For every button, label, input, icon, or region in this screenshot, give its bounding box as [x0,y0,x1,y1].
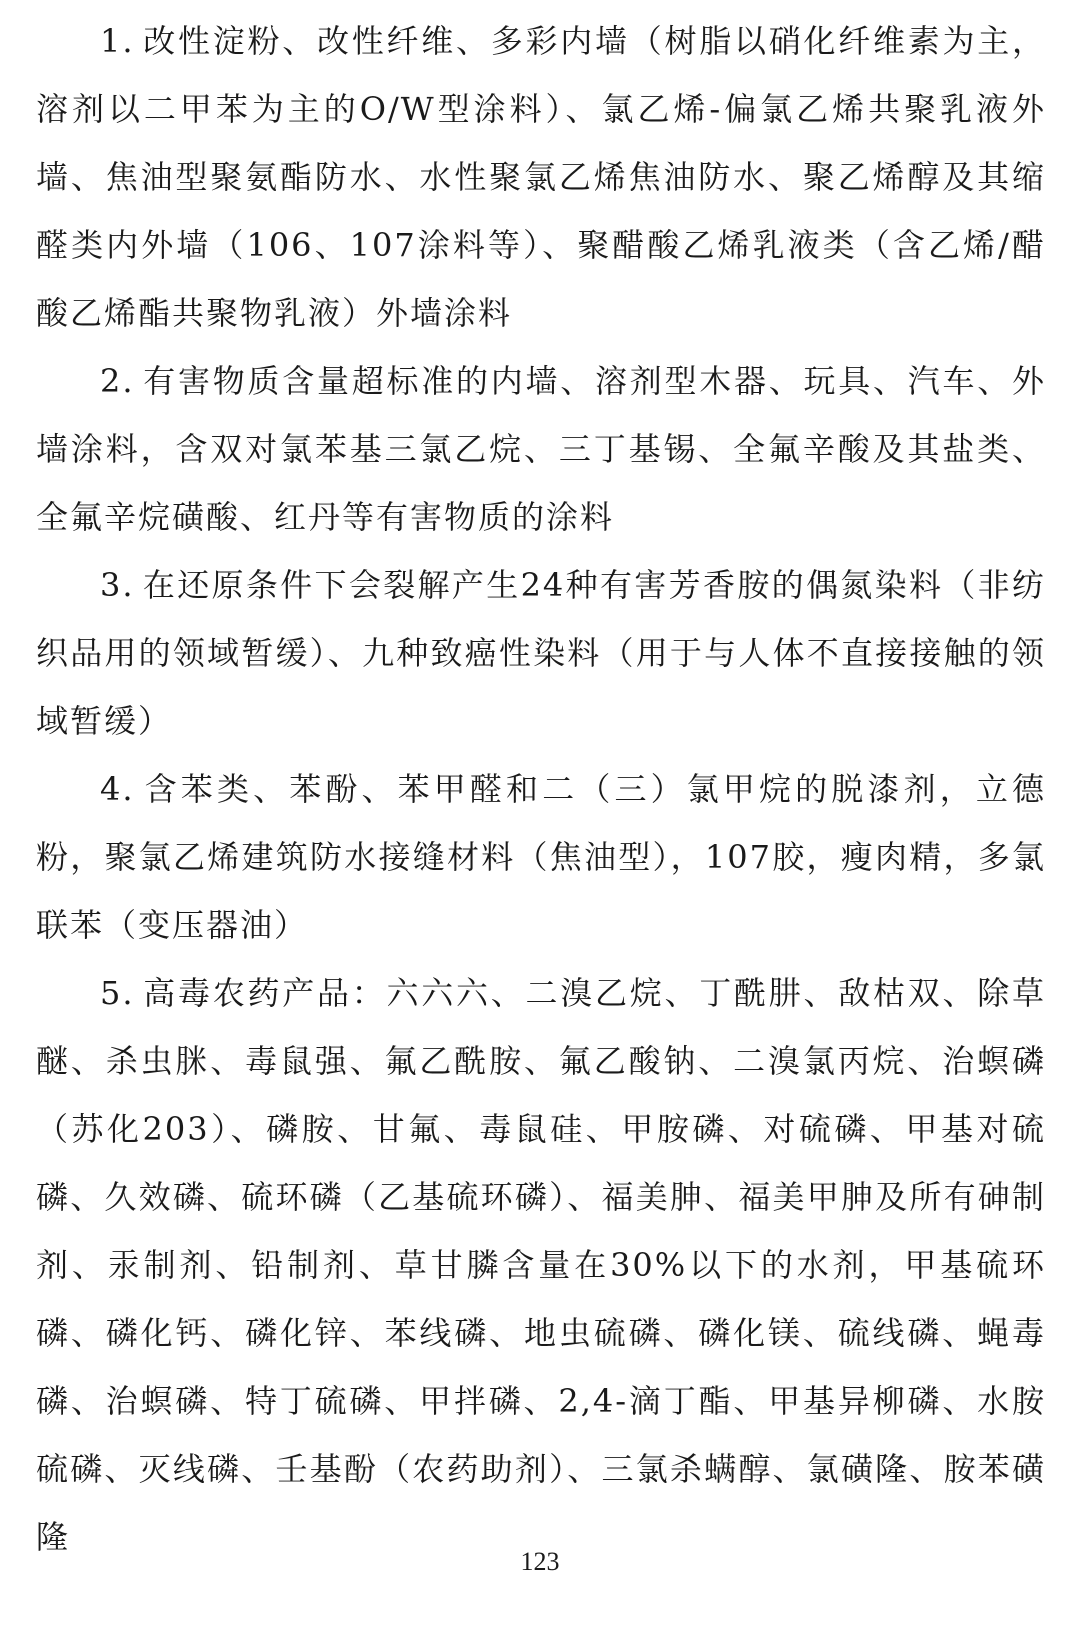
list-number: 1. [100,22,135,60]
list-item-2 [36,347,1046,551]
list-item-4 [36,755,1046,959]
list-item-3 [36,551,1046,755]
list-item-1 [36,7,1046,347]
list-item-5 [36,959,1046,1571]
list-number: 2. [100,362,135,400]
list-item-text: 有害物质含量超标准的内墙、溶剂型木器、玩具、汽车、外墙涂料，含双对氯苯基三氯乙烷、三丁基锡、全氟辛酸及其盐类、全氟辛烷磺酸、红丹等有害物质的涂料 [36,362,1046,536]
list-number: 5. [100,974,135,1012]
list-number: 4. [100,770,135,808]
list-item-text: 改性淀粉、改性纤维、多彩内墙（树脂以硝化纤维素为主，溶剂以二甲苯为主的O/W型涂料）、氯乙烯-偏氯乙烯共聚乳液外墙、焦油型聚氨酯防水、水性聚氯乙烯焦油防水、聚乙烯醇及其缩醛类内外墙（106、107涂料等）、聚醋酸乙烯乳液类（含乙烯/醋酸乙烯酯共聚物乳液）外墙涂料 [36,22,1046,332]
list-item-text: 在还原条件下会裂解产生24种有害芳香胺的偶氮染料（非纺织品用的领域暂缓）、九种致癌性染料（用于与人体不直接接触的领域暂缓） [36,566,1046,740]
document-body [36,0,1046,1571]
list-number: 3. [100,566,135,604]
list-item-text: 含苯类、苯酚、苯甲醛和二（三）氯甲烷的脱漆剂，立德粉，聚氯乙烯建筑防水接缝材料（焦油型），107胶，瘦肉精，多氯联苯（变压器油） [36,770,1046,944]
list-item-text: 高毒农药产品：六六六、二溴乙烷、丁酰肼、敌枯双、除草醚、杀虫脒、毒鼠强、氟乙酰胺、氟乙酸钠、二溴氯丙烷、治螟磷（苏化203）、磷胺、甘氟、毒鼠硅、甲胺磷、对硫磷、甲基对硫磷、久效磷、硫环磷（乙基硫环磷）、福美胂、福美甲胂及所有砷制剂、汞制剂、铅制剂、草甘膦含量在30%以下的水剂，甲基硫环磷、磷化钙、磷化锌、苯线磷、地虫硫磷、磷化镁、硫线磷、蝇毒磷、治螟磷、特丁硫磷、甲拌磷、2,4-滴丁酯、甲基异柳磷、水胺硫磷、灭线磷、壬基酚（农药助剂）、三氯杀螨醇、氯磺隆、胺苯磺隆 [36,974,1046,1556]
page-number: 123 [520,1547,560,1576]
